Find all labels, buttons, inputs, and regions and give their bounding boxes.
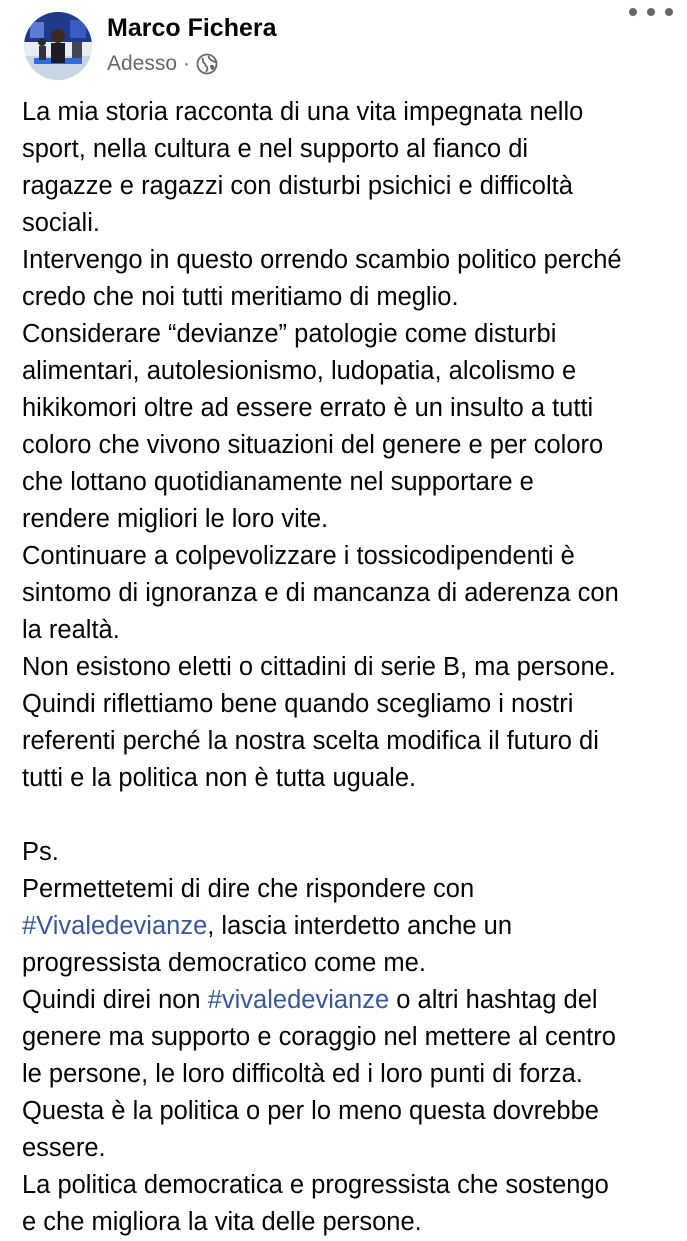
post-text-line: Intervengo in questo orrendo scambio politico perché — [22, 246, 622, 274]
post-text-line: sport, nella cultura e nel supporto al fianco di — [22, 135, 529, 163]
post-text-line: le persone, le loro difficoltà ed i loro punti di forza. — [22, 1060, 583, 1088]
post-text-line: La politica democratica e progressista che sostengo — [22, 1171, 609, 1199]
post-text-line: Quindi riflettiamo bene quando scegliamo i nostri — [22, 690, 574, 718]
more-dot-icon — [665, 8, 673, 16]
post-text-line: rendere migliori le loro vite. — [22, 505, 329, 533]
post-text-line: sociali. — [22, 209, 100, 237]
post-text-line: La mia storia racconta di una vita impegnata nello — [22, 98, 584, 126]
hashtag-link[interactable]: #vivaledevianze — [207, 986, 390, 1014]
post-text-line: e che migliora la vita delle persone. — [22, 1208, 422, 1236]
post-text-segment: Quindi direi non — [22, 986, 208, 1014]
meta-separator: · — [183, 52, 191, 75]
post-text-line: coloro che vivono situazioni del genere e per coloro — [22, 431, 604, 459]
post-text-line: hikikomori oltre ad essere errato è un insulto a tutti — [22, 394, 594, 422]
post-text-line: essere. — [22, 1134, 106, 1162]
post-text-line — [22, 908, 672, 945]
post-header — [0, 0, 687, 90]
post-text-line: Continuare a colpevolizzare i tossicodipendenti è — [22, 542, 575, 570]
post-text-line: Non esistono eletti o cittadini di serie B, ma persone. — [22, 653, 616, 681]
more-dot-icon — [647, 8, 655, 16]
avatar-photo — [24, 12, 92, 80]
paragraph-break — [22, 797, 672, 834]
post-text-segment: o altri hashtag del — [389, 986, 598, 1014]
post-text-line: sintomo di ignoranza e di mancanza di aderenza con — [22, 579, 619, 607]
post-text-line: tutti e la politica non è tutta uguale. — [22, 764, 417, 792]
post-text-line: referenti perché la nostra scelta modifica il futuro di — [22, 727, 599, 755]
post-text-segment: , lascia interdetto anche un — [207, 912, 513, 940]
post-text-line: ragazze e ragazzi con disturbi psichici e difficoltà — [22, 172, 573, 200]
post-text-line: genere ma supporto e coraggio nel mettere al centro — [22, 1023, 616, 1051]
author-name[interactable]: Marco Fichera — [107, 14, 277, 42]
post-text-line: Considerare “devianze” patologie come disturbi — [22, 320, 557, 348]
avatar[interactable] — [24, 12, 92, 80]
post-text-line: Questa è la politica o per lo meno questa dovrebbe — [22, 1097, 599, 1125]
post-time[interactable]: Adesso — [107, 52, 178, 75]
post-text-line: Permettetemi di dire che rispondere con — [22, 875, 475, 903]
more-dot-icon — [629, 8, 637, 16]
globe-icon — [196, 53, 218, 75]
post-text-line: che lottano quotidianamente nel supportare e — [22, 468, 534, 496]
post-text-line: alimentari, autolesionismo, ludopatia, alcolismo e — [22, 357, 577, 385]
post-text-line: progressista democratico come me. — [22, 949, 426, 977]
hashtag-link[interactable]: #Vivaledevianze — [22, 912, 208, 940]
post-meta — [107, 50, 218, 78]
post-text-line: credo che noi tutti meritiamo di meglio. — [22, 283, 459, 311]
post-text-line — [22, 982, 672, 1019]
post-text-line: Ps. — [22, 838, 59, 866]
post-text-line: la realtà. — [22, 616, 120, 644]
more-options-icon[interactable] — [629, 8, 673, 16]
post-text — [22, 94, 672, 1241]
